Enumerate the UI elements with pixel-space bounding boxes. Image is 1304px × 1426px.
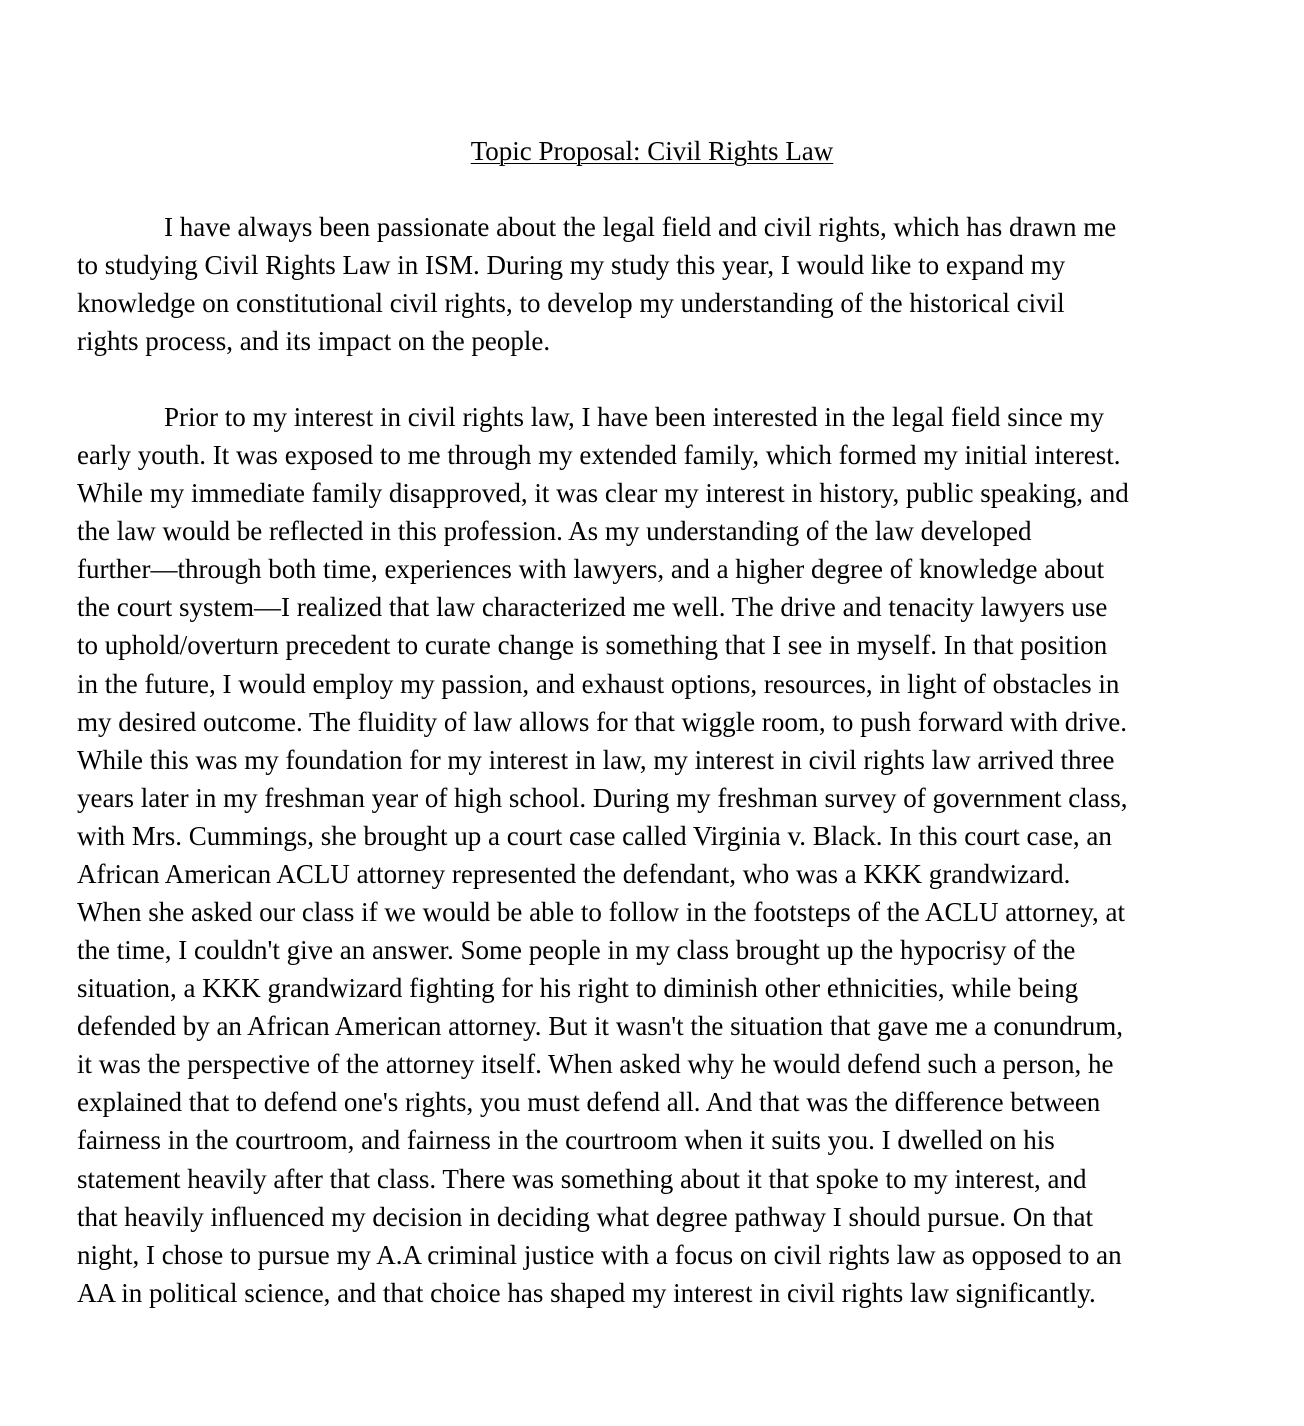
paragraph-line: African American ACLU attorney represented the defendant, who was a KKK grandwizard. <box>77 858 1071 889</box>
paragraph-line: the court system—I realized that law characterized me well. The drive and tenacity lawyers use <box>77 592 1108 623</box>
paragraph-line: statement heavily after that class. There was something about it that spoke to my interest, and <box>77 1163 1087 1194</box>
paragraph-line: further—through both time, experiences with lawyers, and a higher degree of knowledge about <box>77 554 1105 585</box>
paragraph-line: knowledge on constitutional civil rights, to develop my understanding of the historical civil <box>77 288 1065 319</box>
paragraph-line: fairness in the courtroom, and fairness in the courtroom when it suits you. I dwelled on his <box>77 1125 1055 1156</box>
paragraph-line: years later in my freshman year of high school. During my freshman survey of government class, <box>77 782 1128 813</box>
paragraph-line: Prior to my interest in civil rights law, I have been interested in the legal field since my <box>164 402 1104 432</box>
paragraph-line: to uphold/overturn precedent to curate change is something that I see in myself. In that position <box>77 630 1108 661</box>
paragraph-line: I have always been passionate about the legal field and civil rights, which has drawn me <box>164 212 1117 242</box>
paragraph-line: with Mrs. Cummings, she brought up a court case called Virginia v. Black. In this court case, an <box>77 820 1112 851</box>
paragraph-line: While my immediate family disapproved, it was clear my interest in history, public speaking, and <box>77 478 1129 509</box>
paragraph-line: rights process, and its impact on the people. <box>77 326 551 357</box>
paragraph-line: the law would be reflected in this profession. As my understanding of the law developed <box>77 516 1032 547</box>
paragraph-2 <box>77 398 1207 1312</box>
paragraph-line: defended by an African American attorney. But it wasn't the situation that gave me a conundrum, <box>77 1011 1124 1042</box>
paragraph-line: my desired outcome. The fluidity of law allows for that wiggle room, to push forward with drive. <box>77 706 1128 737</box>
paragraph-line: to studying Civil Rights Law in ISM. During my study this year, I would like to expand my <box>77 250 1066 281</box>
paragraph-line: AA in political science, and that choice has shaped my interest in civil rights law significantly. <box>77 1277 1096 1308</box>
document-title: Topic Proposal: Civil Rights Law <box>470 136 834 166</box>
paragraph-line: explained that to defend one's rights, you must defend all. And that was the difference between <box>77 1087 1101 1118</box>
paragraph-line: in the future, I would employ my passion, and exhaust options, resources, in light of obstacles in <box>77 668 1120 699</box>
paragraph-line: early youth. It was exposed to me through my extended family, which formed my initial interest. <box>77 440 1121 471</box>
paragraph-line: situation, a KKK grandwizard fighting for his right to diminish other ethnicities, while being <box>77 973 1079 1004</box>
paragraph-line: night, I chose to pursue my A.A criminal justice with a focus on civil rights law as opposed to an <box>77 1239 1122 1270</box>
paragraph-line: When she asked our class if we would be able to follow in the footsteps of the ACLU attorney, at <box>77 897 1125 928</box>
paragraph-line: the time, I couldn't give an answer. Some people in my class brought up the hypocrisy of the <box>77 935 1076 966</box>
paragraph-line: it was the perspective of the attorney itself. When asked why he would defend such a person, he <box>77 1049 1114 1080</box>
paragraph-line: While this was my foundation for my interest in law, my interest in civil rights law arrived three <box>77 744 1115 775</box>
paragraph-line: that heavily influenced my decision in deciding what degree pathway I should pursue. On that <box>77 1201 1093 1232</box>
paragraph-1 <box>77 208 1207 360</box>
